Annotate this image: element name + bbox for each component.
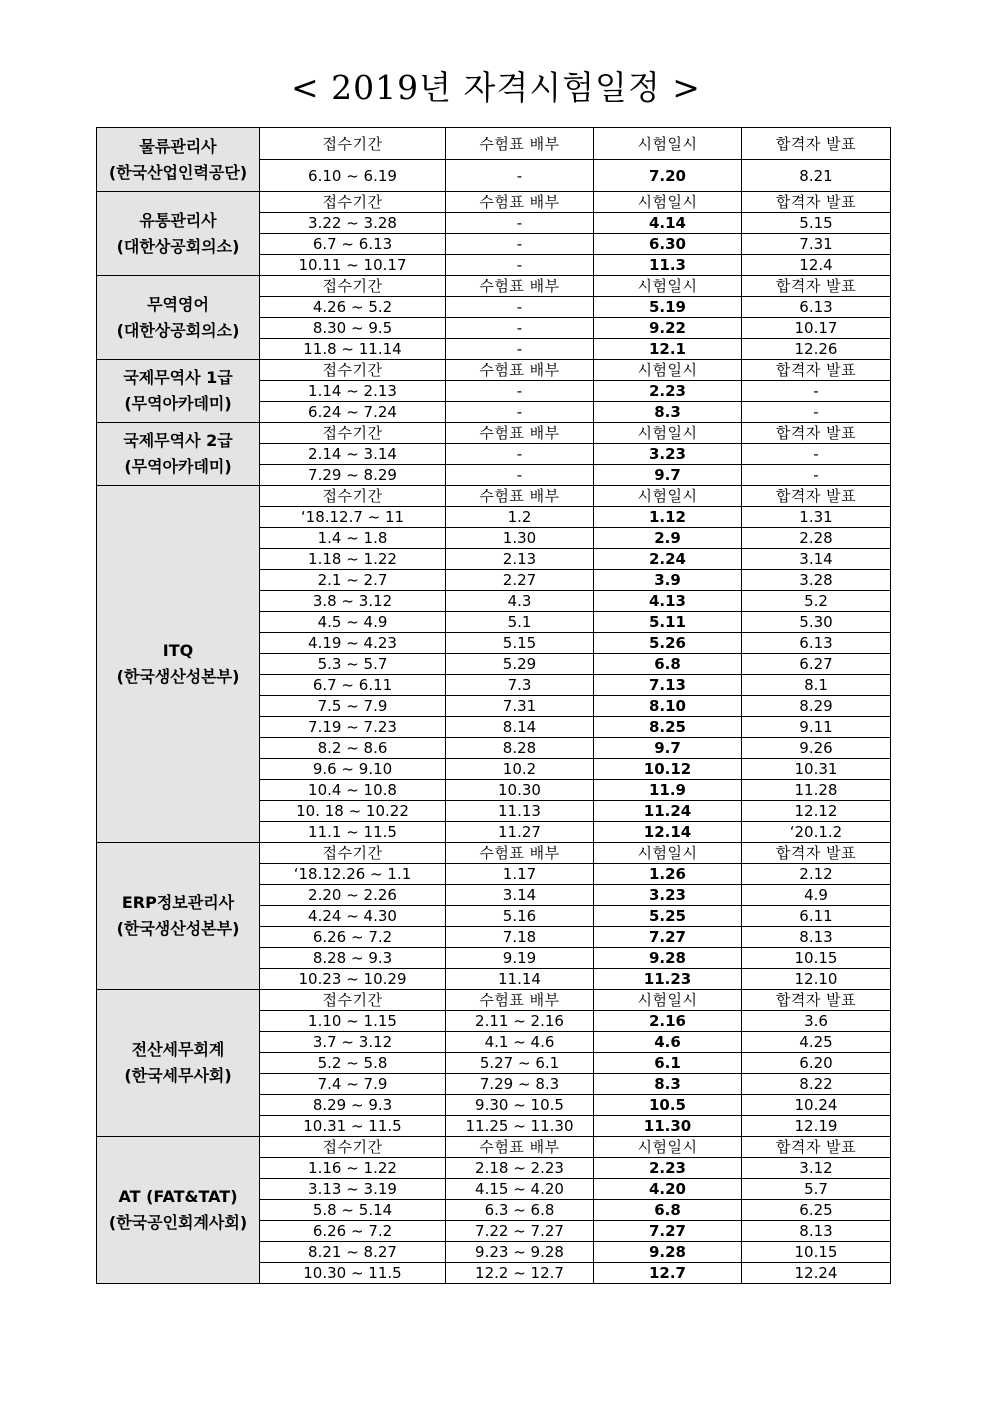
admission-ticket-cell: 2.13 [446, 549, 594, 570]
application-period-cell: 2.20 ~ 2.26 [260, 885, 446, 906]
exam-schedule-table [96, 127, 891, 1284]
column-header-result-announcement: 합격자 발표 [742, 423, 891, 444]
admission-ticket-cell: 5.15 [446, 633, 594, 654]
column-header-application-period: 접수기간 [260, 192, 446, 213]
result-announcement-cell: 8.21 [742, 160, 891, 192]
exam-date-cell: 11.24 [594, 801, 742, 822]
application-period-cell: 5.2 ~ 5.8 [260, 1053, 446, 1074]
exam-date-cell: 9.28 [594, 948, 742, 969]
exam-date-cell: 9.22 [594, 318, 742, 339]
column-header-application-period: 접수기간 [260, 486, 446, 507]
admission-ticket-cell: 8.28 [446, 738, 594, 759]
admission-ticket-cell: - [446, 465, 594, 486]
application-period-cell: 6.24 ~ 7.24 [260, 402, 446, 423]
exam-date-cell: 2.9 [594, 528, 742, 549]
certification-cell [97, 128, 260, 192]
admission-ticket-cell: - [446, 234, 594, 255]
admission-ticket-cell: 7.31 [446, 696, 594, 717]
result-announcement-cell: 9.11 [742, 717, 891, 738]
result-announcement-cell: 12.19 [742, 1116, 891, 1137]
exam-date-cell: 3.23 [594, 444, 742, 465]
application-period-cell: 7.5 ~ 7.9 [260, 696, 446, 717]
exam-date-cell: 7.20 [594, 160, 742, 192]
application-period-cell: 2.1 ~ 2.7 [260, 570, 446, 591]
application-period-cell: ‘18.12.26 ~ 1.1 [260, 864, 446, 885]
admission-ticket-cell: 7.18 [446, 927, 594, 948]
result-announcement-cell: 6.11 [742, 906, 891, 927]
column-header-exam-date: 시험일시 [594, 192, 742, 213]
result-announcement-cell: 7.31 [742, 234, 891, 255]
exam-date-cell: 5.19 [594, 297, 742, 318]
exam-date-cell: 2.23 [594, 1158, 742, 1179]
column-header-admission-ticket: 수험표 배부 [446, 276, 594, 297]
admission-ticket-cell: 10.30 [446, 780, 594, 801]
section-header-row [97, 843, 891, 864]
application-period-cell: 5.3 ~ 5.7 [260, 654, 446, 675]
application-period-cell: 10. 18 ~ 10.22 [260, 801, 446, 822]
result-announcement-cell: 4.25 [742, 1032, 891, 1053]
application-period-cell: 3.8 ~ 3.12 [260, 591, 446, 612]
result-announcement-cell: 6.13 [742, 297, 891, 318]
admission-ticket-cell: 7.3 [446, 675, 594, 696]
application-period-cell: 1.10 ~ 1.15 [260, 1011, 446, 1032]
admission-ticket-cell: - [446, 318, 594, 339]
column-header-application-period: 접수기간 [260, 360, 446, 381]
organizer-name: (한국세무사회) [124, 1066, 232, 1085]
admission-ticket-cell: 2.27 [446, 570, 594, 591]
exam-date-cell: 9.7 [594, 465, 742, 486]
certification-cell [97, 990, 260, 1137]
column-header-exam-date: 시험일시 [594, 276, 742, 297]
column-header-admission-ticket: 수험표 배부 [446, 1137, 594, 1158]
application-period-cell: 10.31 ~ 11.5 [260, 1116, 446, 1137]
column-header-result-announcement: 합격자 발표 [742, 486, 891, 507]
result-announcement-cell: 8.13 [742, 1221, 891, 1242]
application-period-cell: 8.2 ~ 8.6 [260, 738, 446, 759]
column-header-application-period: 접수기간 [260, 276, 446, 297]
column-header-exam-date: 시험일시 [594, 843, 742, 864]
exam-date-cell: 8.3 [594, 402, 742, 423]
column-header-result-announcement: 합격자 발표 [742, 276, 891, 297]
result-announcement-cell: 4.9 [742, 885, 891, 906]
exam-date-cell: 9.28 [594, 1242, 742, 1263]
result-announcement-cell: 3.6 [742, 1011, 891, 1032]
section-header-row [97, 192, 891, 213]
column-header-admission-ticket: 수험표 배부 [446, 423, 594, 444]
certification-name: AT (FAT&TAT) [118, 1187, 238, 1206]
admission-ticket-cell: - [446, 160, 594, 192]
column-header-application-period: 접수기간 [260, 990, 446, 1011]
result-announcement-cell: 6.25 [742, 1200, 891, 1221]
application-period-cell: 11.1 ~ 11.5 [260, 822, 446, 843]
organizer-name: (한국산업인력공단) [108, 162, 248, 182]
admission-ticket-cell: 9.23 ~ 9.28 [446, 1242, 594, 1263]
application-period-cell: 4.26 ~ 5.2 [260, 297, 446, 318]
result-announcement-cell: 6.20 [742, 1053, 891, 1074]
admission-ticket-cell: - [446, 444, 594, 465]
exam-date-cell: 2.24 [594, 549, 742, 570]
column-header-application-period: 접수기간 [260, 423, 446, 444]
admission-ticket-cell: 3.14 [446, 885, 594, 906]
result-announcement-cell: 2.28 [742, 528, 891, 549]
admission-ticket-cell: 2.11 ~ 2.16 [446, 1011, 594, 1032]
column-header-exam-date: 시험일시 [594, 423, 742, 444]
organizer-name: (한국공인회계사회) [108, 1213, 248, 1232]
exam-date-cell: 4.20 [594, 1179, 742, 1200]
admission-ticket-cell: 11.25 ~ 11.30 [446, 1116, 594, 1137]
exam-date-cell: 3.9 [594, 570, 742, 591]
admission-ticket-cell: 11.14 [446, 969, 594, 990]
column-header-exam-date: 시험일시 [594, 990, 742, 1011]
application-period-cell: 10.11 ~ 10.17 [260, 255, 446, 276]
result-announcement-cell: 12.4 [742, 255, 891, 276]
result-announcement-cell: 5.2 [742, 591, 891, 612]
result-announcement-cell: 12.26 [742, 339, 891, 360]
document-title: < 2019년 자격시험일정 > [291, 68, 701, 107]
admission-ticket-cell: - [446, 297, 594, 318]
admission-ticket-cell: 5.27 ~ 6.1 [446, 1053, 594, 1074]
admission-ticket-cell: 7.29 ~ 8.3 [446, 1074, 594, 1095]
column-header-exam-date: 시험일시 [594, 486, 742, 507]
admission-ticket-cell: 4.15 ~ 4.20 [446, 1179, 594, 1200]
application-period-cell: 6.26 ~ 7.2 [260, 927, 446, 948]
application-period-cell: 4.19 ~ 4.23 [260, 633, 446, 654]
result-announcement-cell: 5.30 [742, 612, 891, 633]
exam-date-cell: 11.30 [594, 1116, 742, 1137]
exam-date-cell: 7.27 [594, 927, 742, 948]
exam-date-cell: 11.9 [594, 780, 742, 801]
column-header-application-period: 접수기간 [260, 128, 446, 160]
column-header-admission-ticket: 수험표 배부 [446, 192, 594, 213]
application-period-cell: 8.28 ~ 9.3 [260, 948, 446, 969]
organizer-name: (무역아카데미) [124, 457, 232, 476]
organizer-name: (한국생산성본부) [116, 667, 240, 686]
exam-date-cell: 8.3 [594, 1074, 742, 1095]
schedule-body [97, 128, 891, 1284]
exam-date-cell: 7.27 [594, 1221, 742, 1242]
exam-date-cell: 6.8 [594, 1200, 742, 1221]
section-header-row [97, 423, 891, 444]
exam-date-cell: 11.3 [594, 255, 742, 276]
exam-date-cell: 8.10 [594, 696, 742, 717]
exam-date-cell: 9.7 [594, 738, 742, 759]
exam-date-cell: 6.1 [594, 1053, 742, 1074]
admission-ticket-cell: - [446, 255, 594, 276]
application-period-cell: 8.21 ~ 8.27 [260, 1242, 446, 1263]
column-header-result-announcement: 합격자 발표 [742, 192, 891, 213]
application-period-cell: 2.14 ~ 3.14 [260, 444, 446, 465]
result-announcement-cell: 12.10 [742, 969, 891, 990]
admission-ticket-cell: 9.19 [446, 948, 594, 969]
exam-date-cell: 5.26 [594, 633, 742, 654]
certification-name: 물류관리사 [139, 136, 217, 156]
exam-date-cell: 1.26 [594, 864, 742, 885]
application-period-cell: 1.14 ~ 2.13 [260, 381, 446, 402]
application-period-cell: 9.6 ~ 9.10 [260, 759, 446, 780]
exam-date-cell: 2.23 [594, 381, 742, 402]
column-header-admission-ticket: 수험표 배부 [446, 990, 594, 1011]
certification-name: 유통관리사 [139, 210, 217, 230]
application-period-cell: 4.24 ~ 4.30 [260, 906, 446, 927]
column-header-application-period: 접수기간 [260, 1137, 446, 1158]
application-period-cell: 6.10 ~ 6.19 [260, 160, 446, 192]
result-announcement-cell: 3.28 [742, 570, 891, 591]
exam-date-cell: 5.11 [594, 612, 742, 633]
section-header-row [97, 486, 891, 507]
exam-date-cell: 11.23 [594, 969, 742, 990]
application-period-cell: 7.4 ~ 7.9 [260, 1074, 446, 1095]
column-header-result-announcement: 합격자 발표 [742, 128, 891, 160]
application-period-cell: 6.7 ~ 6.11 [260, 675, 446, 696]
admission-ticket-cell: - [446, 402, 594, 423]
result-announcement-cell: 10.31 [742, 759, 891, 780]
result-announcement-cell: 9.26 [742, 738, 891, 759]
admission-ticket-cell: 12.2 ~ 12.7 [446, 1263, 594, 1284]
application-period-cell: 8.29 ~ 9.3 [260, 1095, 446, 1116]
application-period-cell: 1.16 ~ 1.22 [260, 1158, 446, 1179]
application-period-cell: 1.4 ~ 1.8 [260, 528, 446, 549]
exam-date-cell: 5.25 [594, 906, 742, 927]
exam-date-cell: 4.6 [594, 1032, 742, 1053]
result-announcement-cell: 10.15 [742, 948, 891, 969]
admission-ticket-cell: 8.14 [446, 717, 594, 738]
exam-date-cell: 12.7 [594, 1263, 742, 1284]
column-header-admission-ticket: 수험표 배부 [446, 843, 594, 864]
column-header-exam-date: 시험일시 [594, 128, 742, 160]
column-header-result-announcement: 합격자 발표 [742, 360, 891, 381]
result-announcement-cell: - [742, 381, 891, 402]
result-announcement-cell: 8.29 [742, 696, 891, 717]
exam-date-cell: 7.13 [594, 675, 742, 696]
exam-date-cell: 6.8 [594, 654, 742, 675]
column-header-admission-ticket: 수험표 배부 [446, 360, 594, 381]
admission-ticket-cell: 11.13 [446, 801, 594, 822]
organizer-name: (무역아카데미) [124, 394, 232, 413]
result-announcement-cell: 6.13 [742, 633, 891, 654]
admission-ticket-cell: 4.3 [446, 591, 594, 612]
application-period-cell: 6.7 ~ 6.13 [260, 234, 446, 255]
admission-ticket-cell: 1.17 [446, 864, 594, 885]
section-header-row [97, 360, 891, 381]
column-header-application-period: 접수기간 [260, 843, 446, 864]
exam-date-cell: 10.5 [594, 1095, 742, 1116]
admission-ticket-cell: 9.30 ~ 10.5 [446, 1095, 594, 1116]
result-announcement-cell: 5.15 [742, 213, 891, 234]
result-announcement-cell: 1.31 [742, 507, 891, 528]
result-announcement-cell: 10.17 [742, 318, 891, 339]
result-announcement-cell: 12.12 [742, 801, 891, 822]
admission-ticket-cell: 7.22 ~ 7.27 [446, 1221, 594, 1242]
admission-ticket-cell: - [446, 213, 594, 234]
application-period-cell: ‘18.12.7 ~ 11 [260, 507, 446, 528]
result-announcement-cell: - [742, 444, 891, 465]
certification-name: ERP정보관리사 [121, 893, 235, 912]
application-period-cell: 7.29 ~ 8.29 [260, 465, 446, 486]
exam-date-cell: 1.12 [594, 507, 742, 528]
section-header-row [97, 990, 891, 1011]
result-announcement-cell: 2.12 [742, 864, 891, 885]
column-header-admission-ticket: 수험표 배부 [446, 128, 594, 160]
admission-ticket-cell: - [446, 381, 594, 402]
application-period-cell: 3.7 ~ 3.12 [260, 1032, 446, 1053]
section-header-row [97, 276, 891, 297]
certification-name: ITQ [162, 641, 194, 660]
application-period-cell: 3.22 ~ 3.28 [260, 213, 446, 234]
column-header-result-announcement: 합격자 발표 [742, 843, 891, 864]
result-announcement-cell: 12.24 [742, 1263, 891, 1284]
application-period-cell: 3.13 ~ 3.19 [260, 1179, 446, 1200]
result-announcement-cell: - [742, 402, 891, 423]
admission-ticket-cell: 5.1 [446, 612, 594, 633]
application-period-cell: 5.8 ~ 5.14 [260, 1200, 446, 1221]
certification-cell [97, 360, 260, 423]
exam-date-cell: 12.1 [594, 339, 742, 360]
result-announcement-cell: 6.27 [742, 654, 891, 675]
organizer-name: (한국생산성본부) [116, 919, 240, 938]
certification-cell [97, 486, 260, 843]
result-announcement-cell: 8.22 [742, 1074, 891, 1095]
admission-ticket-cell: 4.1 ~ 4.6 [446, 1032, 594, 1053]
column-header-result-announcement: 합격자 발표 [742, 1137, 891, 1158]
result-announcement-cell: - [742, 465, 891, 486]
admission-ticket-cell: 5.29 [446, 654, 594, 675]
result-announcement-cell: 8.13 [742, 927, 891, 948]
result-announcement-cell: 11.28 [742, 780, 891, 801]
exam-date-cell: 8.25 [594, 717, 742, 738]
section-header-row [97, 128, 891, 160]
result-announcement-cell: 3.12 [742, 1158, 891, 1179]
admission-ticket-cell: 1.2 [446, 507, 594, 528]
application-period-cell: 8.30 ~ 9.5 [260, 318, 446, 339]
section-header-row [97, 1137, 891, 1158]
exam-date-cell: 4.14 [594, 213, 742, 234]
certification-cell [97, 843, 260, 990]
organizer-name: (대한상공회의소) [116, 320, 240, 340]
column-header-exam-date: 시험일시 [594, 360, 742, 381]
certification-cell [97, 423, 260, 486]
result-announcement-cell: 10.24 [742, 1095, 891, 1116]
certification-cell [97, 276, 260, 360]
application-period-cell: 11.8 ~ 11.14 [260, 339, 446, 360]
admission-ticket-cell: 6.3 ~ 6.8 [446, 1200, 594, 1221]
column-header-result-announcement: 합격자 발표 [742, 990, 891, 1011]
column-header-exam-date: 시험일시 [594, 1137, 742, 1158]
admission-ticket-cell: 1.30 [446, 528, 594, 549]
application-period-cell: 1.18 ~ 1.22 [260, 549, 446, 570]
result-announcement-cell: 5.7 [742, 1179, 891, 1200]
exam-date-cell: 6.30 [594, 234, 742, 255]
admission-ticket-cell: 5.16 [446, 906, 594, 927]
exam-date-cell: 2.16 [594, 1011, 742, 1032]
application-period-cell: 4.5 ~ 4.9 [260, 612, 446, 633]
exam-date-cell: 4.13 [594, 591, 742, 612]
application-period-cell: 7.19 ~ 7.23 [260, 717, 446, 738]
exam-date-cell: 12.14 [594, 822, 742, 843]
admission-ticket-cell: 10.2 [446, 759, 594, 780]
certification-cell [97, 1137, 260, 1284]
application-period-cell: 10.30 ~ 11.5 [260, 1263, 446, 1284]
admission-ticket-cell: - [446, 339, 594, 360]
admission-ticket-cell: 2.18 ~ 2.23 [446, 1158, 594, 1179]
certification-name: 국제무역사 2급 [123, 431, 233, 450]
application-period-cell: 6.26 ~ 7.2 [260, 1221, 446, 1242]
admission-ticket-cell: 11.27 [446, 822, 594, 843]
result-announcement-cell: 3.14 [742, 549, 891, 570]
column-header-admission-ticket: 수험표 배부 [446, 486, 594, 507]
certification-cell [97, 192, 260, 276]
application-period-cell: 10.4 ~ 10.8 [260, 780, 446, 801]
certification-name: 전산세무회계 [131, 1040, 225, 1059]
exam-date-cell: 3.23 [594, 885, 742, 906]
organizer-name: (대한상공회의소) [116, 236, 240, 256]
result-announcement-cell: 8.1 [742, 675, 891, 696]
result-announcement-cell: 10.15 [742, 1242, 891, 1263]
certification-name: 국제무역사 1급 [123, 368, 233, 387]
exam-date-cell: 10.12 [594, 759, 742, 780]
application-period-cell: 10.23 ~ 10.29 [260, 969, 446, 990]
result-announcement-cell: ‘20.1.2 [742, 822, 891, 843]
certification-name: 무역영어 [147, 294, 209, 314]
